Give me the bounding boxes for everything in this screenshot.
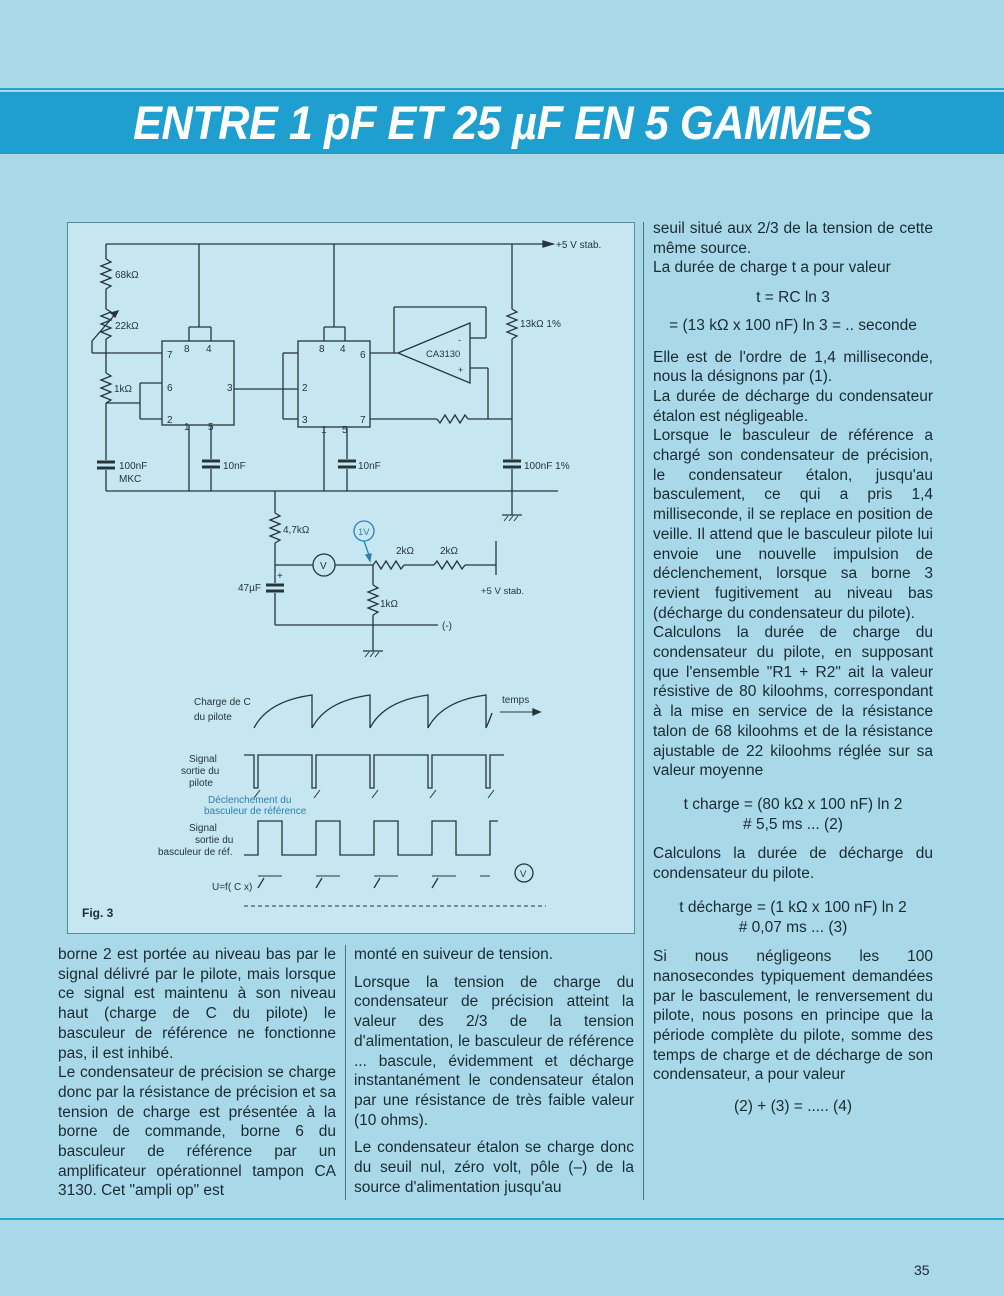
wave-label-trigger-2: basculeur de référence [204,806,307,817]
col3-paragraph-8: Si nous négligeons les 100 nanosecondes typiquement demandées par le basculement, le renversement du pilote, nous posons en principe que la période complète du pilote, somme des temps de charge et de décharge de son condensateur, a pour valeur [653,948,933,1084]
svg-text:+: + [458,365,464,375]
wave-label-pilot-3: pilote [189,778,213,789]
resistor-1k-left [101,373,111,403]
wave-pilot-output [244,755,504,788]
label-supply-top: +5 V stab. [556,240,602,251]
text-column-1 [58,945,336,1201]
label-r2k-1: 2kΩ [396,546,415,557]
label-c10nf-2: 10nF [358,461,381,472]
text-column-3 [653,219,933,1125]
svg-text:8: 8 [184,344,190,355]
label-c10nf-1: 10nF [223,461,246,472]
svg-text:-: - [458,335,461,345]
footer-rule [0,1218,1004,1220]
wave-label-ref-1: Signal [189,823,217,834]
ic-pilot [162,341,234,425]
wave-label-trigger-1: Déclenchement du [208,795,292,806]
figure-3 [67,222,635,934]
wave-u-ramps [258,878,438,888]
wave-label-charge-1: Charge de C [194,697,251,708]
label-minus: (-) [442,621,452,632]
svg-text:5: 5 [208,422,214,433]
page-title-banner [0,92,1004,154]
resistor-4k7 [270,513,280,543]
label-r13k: 13kΩ 1% [520,319,561,330]
col3-paragraph-5: Lorsque le basculeur de référence a chargé son condensateur de précision, le condensateur étalon, jusqu'au basculement, ce qui a pris 1,4 milliseconde, il se replace en position de veille. Il attend que le basculeur pilote lui envoie une nouvelle impulsion de déclenchement, lorsque sa borne 3 revient fugitivement au niveau bas (décharge du condensateur du pilote). [653,427,933,622]
page-title: ENTRE 1 pF ET 25 µF EN 5 GAMMES [132,96,872,149]
col3-paragraph-1: seuil situé aux 2/3 de la tension de cette même source. [653,220,933,257]
svg-text:1: 1 [321,425,327,436]
col3-paragraph-3: Elle est de l'ordre de 1,4 milliseconde, nous la désignons par (1). [653,348,933,386]
svg-text:2: 2 [302,383,308,394]
col3-paragraph-6: Calculons la durée de charge du condensateur du pilote, en supposant que l'ensemble "R1 + R2" ait la valeur résistive de 80 kiloohms, correspondant à la mise en service de la résistance talon de 68 kiloohms et de la résistance ajustable de 22 kiloohms réglée sur sa valeur moyenne [653,624,933,780]
equation-3: t charge = (80 kΩ x 100 nF) ln 2 [683,795,903,813]
col2-paragraph-2: Lorsque la tension de charge du condensateur de précision atteint la valeur des 2/3 de la tension d'alimentation, le basculeur de référence ... bascule, évidemment et décharge instantanément le condensateur étalon par une résistance de très faible valeur (10 ohms). [354,973,634,1129]
equation-3b: # 5,5 ms ... (2) [743,815,843,833]
wave-label-time: temps [502,695,530,706]
figure-label: Fig. 3 [82,906,114,920]
column-rule-1 [345,945,346,1200]
page-number: 35 [914,1262,930,1278]
col2-paragraph-3: Le condensateur étalon se charge donc du seuil nul, zéro volt, pôle (–) de la source d'alimentation jusqu'au [354,1139,634,1196]
svg-text:5: 5 [342,425,348,436]
wave-pilot-charge [254,695,492,728]
svg-text:1V: 1V [358,527,370,538]
resistor-68k [101,259,111,289]
label-opamp: CA3130 [426,349,461,360]
svg-text:1: 1 [184,422,190,433]
text-column-2 [354,945,634,1197]
col1-paragraph-2: Le condensateur de précision se charge donc par la résistance de précision et sa tension de charge est présentée à la borne de commande, borne 6 du basculeur de référence par un amplificateur opérationnel tampon CA 3130. Cet "ampli op" est [58,1064,336,1200]
equation-4: t décharge = (1 kΩ x 100 nF) ln 2 [679,898,907,916]
label-c100nf-1pct: 100nF 1% [524,461,570,472]
svg-text:V: V [520,869,527,880]
header-top-rule [0,88,1004,90]
wave-label-charge-2: du pilote [194,712,232,723]
svg-text:3: 3 [302,415,308,426]
equation-2: = (13 kΩ x 100 nF) ln 3 = .. seconde [669,316,917,334]
label-r68k: 68kΩ [115,270,139,281]
wave-label-ref-3: basculeur de réf. [158,847,233,858]
label-r1k-bottom: 1kΩ [380,599,399,610]
col2-paragraph-1: monté en suiveur de tension. [354,946,554,963]
resistor-2k-1 [373,561,404,569]
equation-1: t = RC ln 3 [756,289,830,307]
svg-text:4: 4 [206,344,212,355]
svg-text:6: 6 [360,350,366,361]
wave-ref-output [244,821,498,855]
svg-text:7: 7 [360,415,366,426]
svg-text:2: 2 [167,415,173,426]
label-c47uf: 47µF [238,583,261,594]
rail-arrow [543,241,553,247]
column-rule-2 [643,222,644,1200]
label-c100nf: 100nF [119,461,148,472]
label-r4k7: 4,7kΩ [283,525,310,536]
label-mkc: MKC [119,474,142,485]
svg-text:V: V [320,561,327,572]
col1-paragraph-1: borne 2 est portée au niveau bas par le signal délivré par le pilote, mais lorsque ce signal est maintenu à son niveau haut (charge de C du pilote) le basculeur de référence ne fonctionne pas, il est inhibé. [58,946,336,1062]
col3-paragraph-4: La durée de décharge du condensateur étalon est négligeable. [653,387,933,425]
svg-text:4: 4 [340,344,346,355]
resistor-2k-2 [434,561,465,569]
circuit-diagram [68,223,636,935]
resistor-10ohm [437,415,468,423]
label-r22k: 22kΩ [115,321,139,332]
wave-label-pilot-1: Signal [189,754,217,765]
col3-paragraph-2: La durée de charge t a pour valeur [653,259,891,277]
svg-text:8: 8 [319,344,325,355]
svg-text:3: 3 [227,383,233,394]
col3-paragraph-7: Calculons la durée de décharge du condensateur du pilote. [653,845,933,883]
wave-label-pilot-2: sortie du [181,766,220,777]
resistor-1k-bottom [368,585,378,615]
equation-4b: # 0,07 ms ... (3) [738,918,848,936]
svg-text:+: + [277,571,283,582]
svg-text:6: 6 [167,383,173,394]
wave-label-u: U=f( C x) [212,882,253,893]
label-r1k-left: 1kΩ [114,384,133,395]
label-r2k-2: 2kΩ [440,546,459,557]
svg-text:7: 7 [167,350,173,361]
wave-label-ref-2: sortie du [195,835,234,846]
equation-5: (2) + (3) = ..... (4) [734,1098,852,1116]
label-supply-right: +5 V stab. [481,586,525,597]
resistor-13k [507,309,517,339]
